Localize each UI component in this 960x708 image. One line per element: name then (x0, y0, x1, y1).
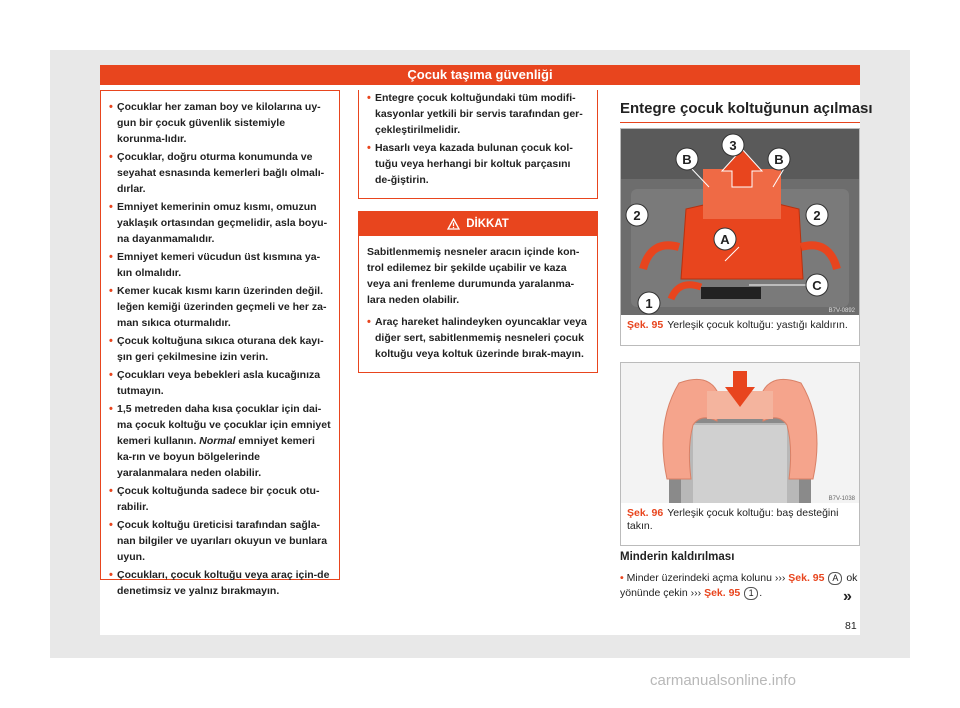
warning-text: Sabitlenmemiş nesneler aracın içinde kon-trol edilemez bir şekilde uçabilir ve kaza veya ani frenleme durumunda yaralanma-lara neden olabilir. (367, 246, 580, 306)
svg-text:B: B (682, 152, 692, 167)
bullet-text: 1,5 metreden daha kısa çocuklar için dai-ma çocuk koltuğu ve çocuklar için emniyet kemeri kullanın. (117, 403, 331, 447)
bullet-item: • Çocukları veya bebekleri asla kucağınıza tutmayın. (109, 367, 331, 399)
title-divider (620, 122, 860, 123)
continued-bullets-box (358, 90, 598, 199)
bullet-text: emniyet kemeri ka-rın ve boyun bölgelerinde yaralanmalara neden olabilir. (117, 435, 315, 479)
warning-header (359, 212, 597, 236)
warning-box (358, 211, 598, 373)
middle-column (358, 90, 598, 373)
child-seat-cushion-illustration (621, 129, 859, 315)
page-number: 81 (845, 620, 857, 632)
cross-ref-arrow: ››› (774, 572, 786, 584)
bullet-item: • Emniyet kemeri vücudun üst kısmına ya-kın olmalıdır. (109, 249, 331, 281)
svg-text:A: A (720, 232, 730, 247)
svg-text:C: C (812, 278, 822, 293)
warning-title: DİKKAT (466, 218, 509, 230)
figure-caption (621, 503, 859, 537)
svg-text:B: B (774, 152, 784, 167)
bullet-item: • Kemer kucak kısmı karın üzerinden değil. leğen kemiği üzerinden geçmeli ve her za-man sıkıca oturmalıdır. (109, 283, 331, 331)
step-text: ok yönünde çekin (620, 572, 858, 599)
bullet-item: • Çocukları, çocuk koltuğu veya araç için-de denetimsiz ve yalnız bırakmayın. (109, 567, 331, 599)
warning-triangle-icon (447, 218, 460, 230)
emphasis-text: Normal (199, 435, 236, 447)
callout-C (806, 274, 828, 296)
child-seat-headrest-illustration (621, 363, 859, 503)
bullet-item: • Hasarlı veya kazada bulunan çocuk kol-tuğu veya herhangi bir koltuk parçasını de-ğiştirin. (367, 140, 589, 188)
bullet-list (109, 99, 331, 599)
bullet-item: • Çocuk koltuğuna sıkıca oturana dek kayı-şın geri çekilmesine izin verin. (109, 333, 331, 365)
step-text: Minder üzerindeki açma kolunu (626, 572, 772, 584)
callout-badge-A: A (828, 572, 842, 585)
chapter-header: Çocuk taşıma güvenliği (100, 65, 860, 85)
subheading: Minderin kaldırılması (620, 551, 735, 563)
bullet-item: • Çocuk koltuğu üreticisi tarafından sağla-nan bilgiler ve uyarıları okuyun ve bunlara uyun. (109, 517, 331, 565)
figure-label: Şek. 95 (627, 319, 664, 331)
figure-96 (620, 362, 860, 546)
callout-A (714, 228, 736, 250)
callout-B-right (768, 148, 790, 170)
callout-2-right (806, 204, 828, 226)
bullet-item: • Çocuklar her zaman boy ve kilolarına uy-gun bir çocuk güvenlik sistemiyle korunma-lıdır. (109, 99, 331, 147)
callout-2-left (626, 204, 648, 226)
figure-caption (621, 315, 859, 336)
bullet-list (367, 90, 589, 188)
bullet-item (109, 401, 331, 481)
svg-text:2: 2 (633, 208, 641, 223)
svg-text:1: 1 (645, 296, 653, 311)
callout-B-left (676, 148, 698, 170)
cross-ref-arrow: ››› (690, 587, 702, 599)
safety-bullets-box (100, 90, 340, 597)
figure-reference-link[interactable]: Şek. 95 (704, 587, 741, 599)
bullet-item: • Araç hareket halindeyken oyuncaklar veya diğer sert, sabitlenmemiş nesneleri çocuk koltuğu veya koltuk üzerinde bırak-mayın. (367, 314, 589, 362)
caption-text: Yerleşik çocuk koltuğu: yastığı kaldırın. (667, 319, 848, 331)
section-title: Entegre çocuk koltuğunun açılması (620, 100, 873, 117)
step-end: . (759, 587, 763, 599)
watermark: carmanualsonline.info (650, 672, 796, 689)
warning-body (359, 236, 597, 372)
figure-reference-link[interactable]: Şek. 95 (788, 572, 825, 584)
bullet-list (367, 314, 589, 362)
figure-code: B7V-1038 (828, 496, 855, 502)
figure-95 (620, 128, 860, 346)
figure-code: B7V-0892 (828, 308, 855, 314)
callout-3 (722, 134, 744, 156)
caption-text: Yerleşik çocuk koltuğu: baş desteğini takın. (627, 507, 839, 532)
svg-text:3: 3 (729, 138, 737, 153)
instruction-step (620, 571, 860, 601)
continue-icon: » (843, 588, 852, 605)
bullet-item: • Emniyet kemerinin omuz kısmı, omuzun yaklaşık ortasından geçmelidir, asla boyu-na dayanmamalıdır. (109, 199, 331, 247)
bullet-item: • Entegre çocuk koltuğundaki tüm modifi-kasyonlar yetkili bir servis tarafından ger-çekleştirilmelidir. (367, 90, 589, 138)
svg-text:2: 2 (813, 208, 821, 223)
bullet-item: • Çocuklar, doğru oturma konumunda ve seyahat esnasında kemerleri bağlı olmalı-dırlar. (109, 149, 331, 197)
callout-1 (638, 292, 660, 314)
callout-badge-1: 1 (744, 587, 758, 600)
bullet-item: • Çocuk koltuğunda sadece bir çocuk otu-rabilir. (109, 483, 331, 515)
figure-label: Şek. 96 (627, 507, 664, 519)
bullet-dot: • (620, 572, 624, 584)
